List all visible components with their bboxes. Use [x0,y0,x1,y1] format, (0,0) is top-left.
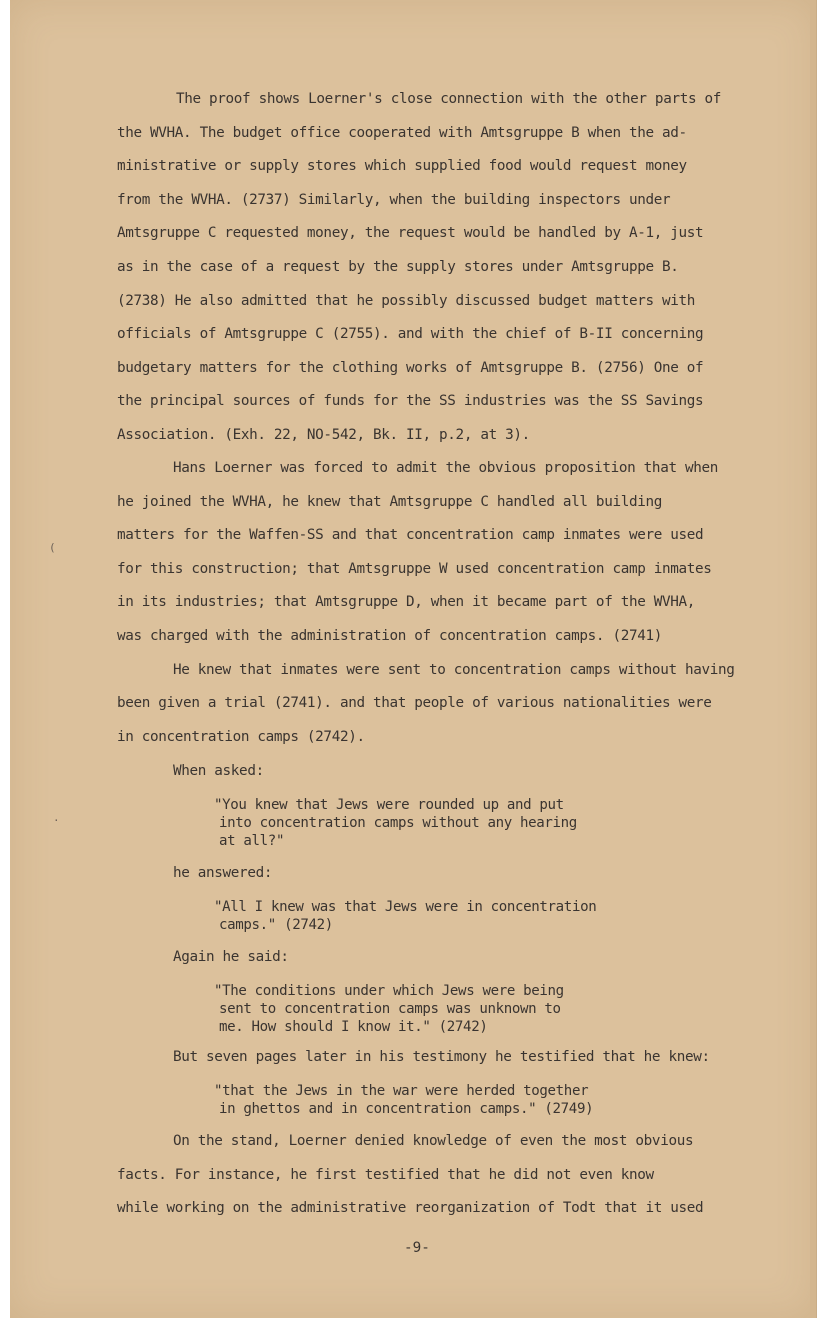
quote-3-line-1: "The conditions under which Jews were being [214,983,564,999]
text-line-7: (2738) He also admitted that he possibly discussed budget matters with [117,293,696,309]
text-line-8: officials of Amtsgruppe C (2755). and with the chief of B-II concerning [117,326,704,342]
text-line-18: He knew that inmates were sent to concentration camps without having [173,662,735,678]
text-line-19: been given a trial (2741). and that people of various nationalities were [117,695,712,711]
page-number: -9- [404,1240,430,1256]
quote-1-line-1: "You knew that Jews were rounded up and put [214,797,564,813]
text-line-1: The proof shows Loerner's close connection with the other parts of [176,91,721,107]
text-line-13: he joined the WVHA, he knew that Amtsgruppe C handled all building [117,494,662,510]
text-line-32: But seven pages later in his testimony he testified that he knew: [173,1049,710,1065]
paper-mark: ( [49,541,56,554]
text-line-15: for this construction; that Amtsgruppe W used concentration camp inmates [117,561,712,577]
quote-2-line-1: "All I knew was that Jews were in concentration [214,899,597,915]
quote-1-line-3: at all?" [219,833,285,849]
text-line-16: in its industries; that Amtsgruppe D, when it became part of the WVHA, [117,594,696,610]
text-line-35: On the stand, Loerner denied knowledge of even the most obvious [173,1133,694,1149]
when-asked-line: When asked: [173,763,264,779]
text-line-4: from the WVHA. (2737) Similarly, when the building inspectors under [117,192,671,208]
quote-2-line-2: camps." (2742) [219,917,333,933]
again-he-said-line: Again he said: [173,949,289,965]
quote-4-line-2: in ghettos and in concentration camps." (2749) [219,1101,594,1117]
text-line-36: facts. For instance, he first testified that he did not even know [117,1167,654,1183]
quote-1-line-2: into concentration camps without any hearing [219,815,577,831]
paper-dot-mark: · [53,814,60,827]
text-line-37: while working on the administrative reorganization of Todt that it used [117,1200,704,1216]
text-line-2: the WVHA. The budget office cooperated with Amtsgruppe B when the ad- [117,125,687,141]
text-line-12: Hans Loerner was forced to admit the obvious proposition that when [173,460,718,476]
sheet-edge [810,0,816,1318]
text-line-20: in concentration camps (2742). [117,729,365,745]
text-line-11: Association. (Exh. 22, NO-542, Bk. II, p.2, at 3). [117,427,530,443]
quote-3-line-2: sent to concentration camps was unknown to [219,1001,561,1017]
text-line-17: was charged with the administration of concentration camps. (2741) [117,628,662,644]
text-line-5: Amtsgruppe C requested money, the request would be handled by A-1, just [117,225,704,241]
quote-3-line-3: me. How should I know it." (2742) [219,1019,488,1035]
quote-4-line-1: "that the Jews in the war were herded together [214,1083,589,1099]
text-line-9: budgetary matters for the clothing works of Amtsgruppe B. (2756) One of [117,360,704,376]
text-line-14: matters for the Waffen-SS and that concentration camp inmates were used [117,527,704,543]
he-answered-line: he answered: [173,865,273,881]
text-line-10: the principal sources of funds for the SS industries was the SS Savings [117,393,704,409]
text-line-3: ministrative or supply stores which supplied food would request money [117,158,687,174]
text-line-6: as in the case of a request by the supply stores under Amtsgruppe B. [117,259,679,275]
